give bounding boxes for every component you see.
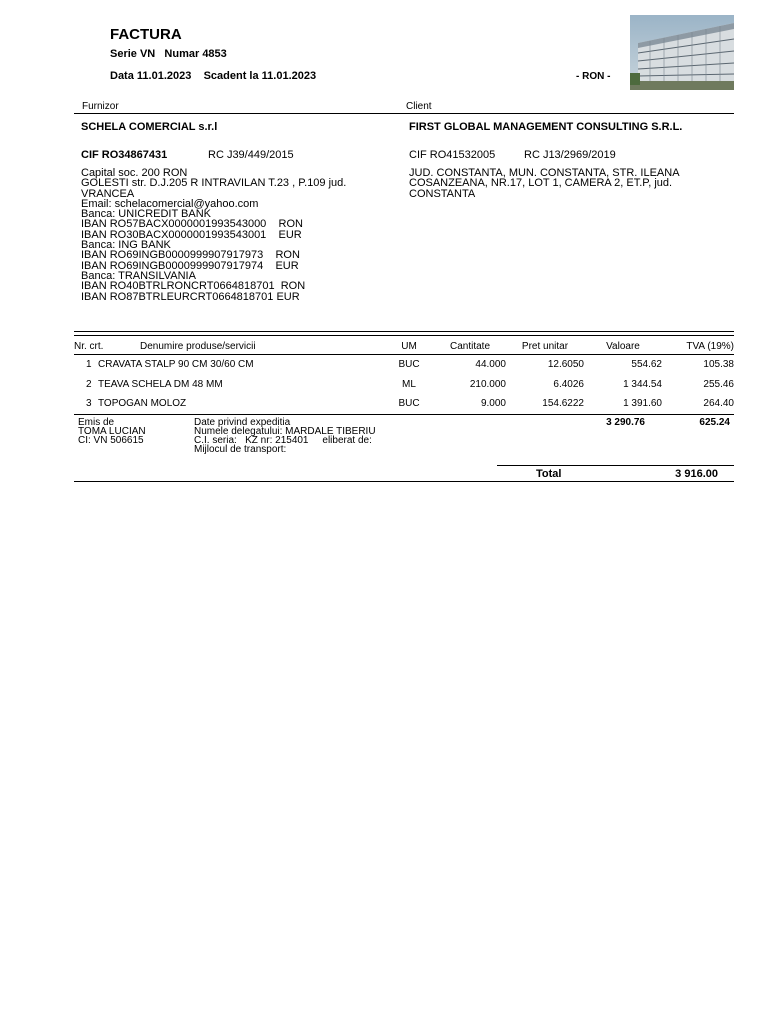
supplier-cif: CIF RO34867431 <box>81 149 168 161</box>
col-header-vat: TVA (19%) <box>686 340 734 352</box>
table-row <box>74 394 734 414</box>
total-top-rule <box>497 465 734 466</box>
row-value: 554.62 <box>631 359 662 371</box>
supplier-name: SCHELA COMERCIAL s.r.l <box>81 121 218 133</box>
client-cif: CIF RO41532005 <box>409 149 496 161</box>
supplier-iban: IBAN RO69INGB0000999907917973 RON <box>81 249 300 262</box>
issuer-label: Emis de <box>78 417 115 428</box>
col-header-name: Denumire produse/servicii <box>140 340 256 352</box>
subtotal-vat: 625.24 <box>699 417 730 428</box>
header-divider <box>74 113 734 114</box>
col-header-nr: Nr. crt. <box>74 340 104 352</box>
row-product: CRAVATA STALP 90 CM 30/60 CM <box>98 359 254 371</box>
row-nr: 1 <box>86 359 92 371</box>
row-value: 1 344.54 <box>623 378 662 390</box>
row-qty: 44.000 <box>475 359 506 371</box>
row-vat: 105.38 <box>703 359 734 371</box>
client-rc: RC J13/2969/2019 <box>524 149 616 161</box>
row-vat: 264.40 <box>703 398 734 410</box>
row-um: ML <box>402 378 416 390</box>
row-product: TOPOGAN MOLOZ <box>98 398 187 410</box>
document-bottom-rule <box>74 481 734 482</box>
row-nr: 3 <box>86 398 92 410</box>
total-value: 3 916.00 <box>675 468 718 480</box>
table-header-row <box>74 338 734 355</box>
client-detail-line: COSANZEANA, NR.17, LOT 1, CAMERA 2, ET.P, jud. <box>409 177 673 190</box>
invoice-serie: Serie VN Numar 4853 <box>110 48 227 60</box>
client-detail-line: JUD. CONSTANTA, MUN. CONSTANTA, STR. ILEANA <box>409 167 680 179</box>
col-header-qty: Cantitate <box>449 340 491 352</box>
invoice-currency: - RON - <box>576 71 611 82</box>
col-header-value: Valoare <box>606 340 640 352</box>
supplier-details <box>81 168 346 302</box>
supplier-rc: RC J39/449/2015 <box>208 149 294 161</box>
issuer-ci: CI: VN 506615 <box>78 435 144 446</box>
expedition-block <box>194 418 376 454</box>
issuer-block <box>78 418 146 445</box>
supplier-detail-line: Banca: ING BANK <box>81 239 171 252</box>
supplier-detail-line: Banca: TRANSILVANIA <box>81 269 196 282</box>
supplier-iban: IBAN RO87BTRLEURCRT0664818701 EUR <box>81 290 300 303</box>
supplier-iban: IBAN RO69INGB0000999907917974 EUR <box>81 259 299 272</box>
table-row <box>74 375 734 395</box>
supplier-detail-line: VRANCEA <box>81 187 135 200</box>
invoice-dates: Data 11.01.2023 Scadent la 11.01.2023 <box>110 70 317 82</box>
delegate-name: Numele delegatului: MARDALE TIBERIU <box>194 426 376 437</box>
client-detail-line: CONSTANTA <box>409 187 476 200</box>
supplier-iban: IBAN RO30BACX0000001993543001 EUR <box>81 228 302 241</box>
supplier-detail-line: Capital soc. 200 RON <box>81 167 188 179</box>
supplier-iban: IBAN RO57BACX0000001993543000 RON <box>81 218 303 231</box>
table-top-rule-2 <box>74 335 734 336</box>
row-product: TEAVA SCHELA DM 48 MM <box>98 378 223 390</box>
row-vat: 255.46 <box>703 378 734 390</box>
col-header-price: Pret unitar <box>521 340 569 352</box>
row-qty: 210.000 <box>469 378 506 390</box>
building-photo <box>630 15 734 90</box>
client-section-label: Client <box>406 101 432 112</box>
supplier-detail-line: Banca: UNICREDIT BANK <box>81 208 212 221</box>
row-um: BUC <box>398 359 420 371</box>
row-price: 12.6050 <box>547 359 584 371</box>
issuer-name: TOMA LUCIAN <box>78 426 146 437</box>
col-header-um: UM <box>401 340 417 352</box>
table-top-rule <box>74 331 734 332</box>
subtotal-value: 3 290.76 <box>606 417 645 428</box>
expedition-label: Date privind expeditia <box>194 417 291 428</box>
total-label: Total <box>536 468 562 480</box>
delegate-ci: C.I. seria: KZ nr: 215401 eliberat de: <box>194 435 372 446</box>
client-details <box>409 168 680 199</box>
transport-mean: Mijlocul de transport: <box>194 444 287 455</box>
client-name: FIRST GLOBAL MANAGEMENT CONSULTING S.R.L. <box>409 121 683 133</box>
supplier-section-label: Furnizor <box>82 101 119 112</box>
row-value: 1 391.60 <box>623 398 662 410</box>
row-price: 154.6222 <box>542 398 584 410</box>
invoice-title: FACTURA <box>110 26 182 43</box>
row-nr: 2 <box>86 378 92 390</box>
supplier-detail-line: GOLESTI str. D.J.205 R INTRAVILAN T.23 , P.109 jud. <box>81 177 347 190</box>
row-price: 6.4026 <box>553 378 584 390</box>
row-qty: 9.000 <box>480 398 506 410</box>
supplier-email: Email: schelacomercial@yahoo.com <box>81 197 259 210</box>
table-row <box>74 355 734 375</box>
items-table <box>74 338 734 415</box>
supplier-iban: IBAN RO40BTRLRONCRT0664818701 RON <box>81 280 306 293</box>
row-um: BUC <box>398 398 420 410</box>
